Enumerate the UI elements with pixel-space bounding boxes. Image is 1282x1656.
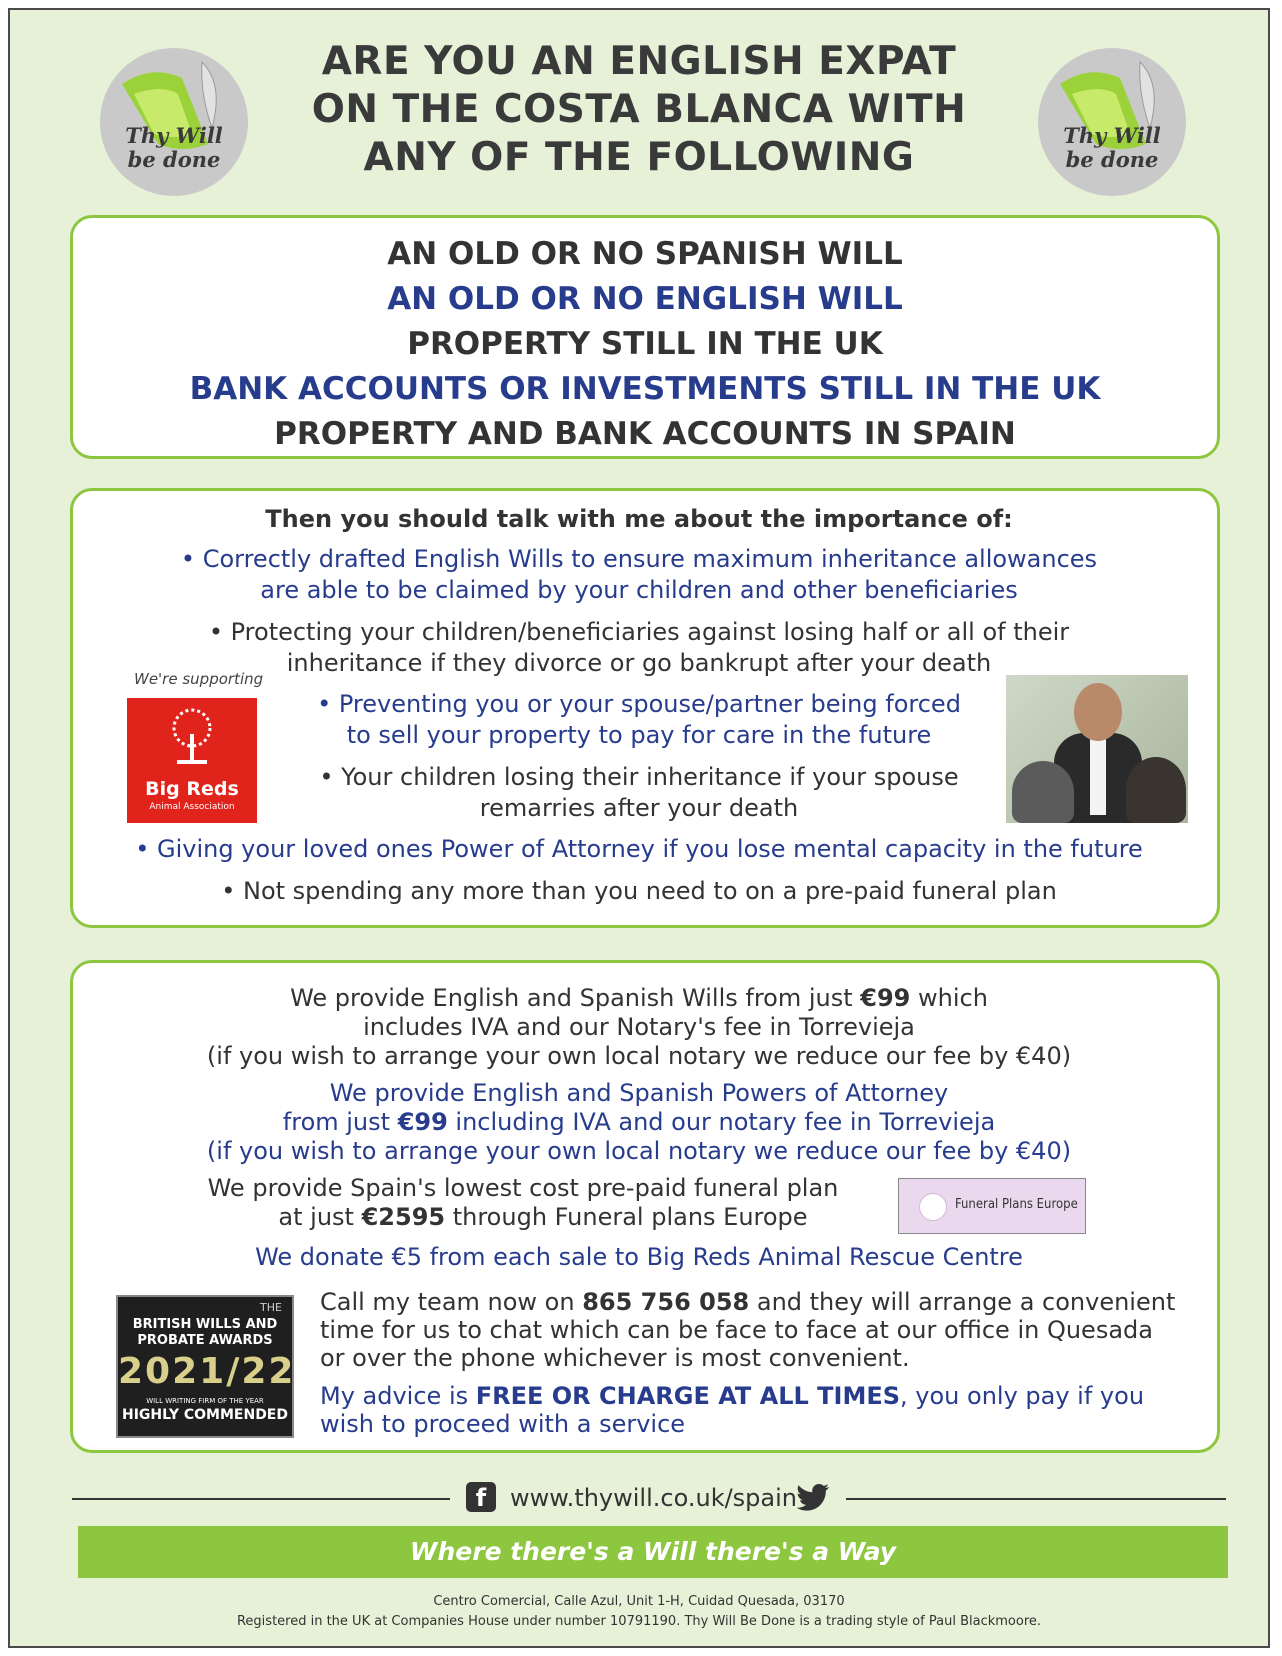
poa-offer-text: from just bbox=[282, 1108, 398, 1136]
poa-offer-text: including IVA and our notary fee in Torrevieja bbox=[447, 1108, 996, 1136]
advice-text: , you only pay if you bbox=[900, 1382, 1145, 1410]
importance-intro: Then you should talk with me about the importance of: bbox=[265, 505, 1013, 533]
wills-offer-cont: includes IVA and our Notary's fee in Torrevieja bbox=[363, 1013, 915, 1041]
advice-text: My advice is bbox=[320, 1382, 476, 1410]
funeral-price: €2595 bbox=[361, 1203, 446, 1231]
logo-text-line-1: Thy Will bbox=[125, 123, 223, 148]
supporting-label: We're supporting bbox=[134, 670, 264, 688]
situation-line: PROPERTY STILL IN THE UK bbox=[407, 326, 883, 362]
website-link[interactable]: www.thywill.co.uk/spain bbox=[510, 1484, 798, 1512]
big-reds-logo bbox=[127, 698, 257, 823]
bullet-wills-cont: are able to be claimed by your children and other beneficiaries bbox=[260, 576, 1018, 604]
call-line-3: or over the phone whichever is most convenient. bbox=[320, 1344, 910, 1372]
award-year: 2021/22 bbox=[118, 1351, 296, 1392]
wills-offer-note: (if you wish to arrange your own local notary we reduce our fee by €40) bbox=[206, 1042, 1072, 1070]
award-category: WILL WRITING FIRM OF THE YEAR bbox=[146, 1397, 264, 1405]
headline-line: ARE YOU AN ENGLISH EXPAT bbox=[321, 39, 957, 84]
footer-divider-right bbox=[846, 1498, 1226, 1500]
award-status: HIGHLY COMMENDED bbox=[121, 1407, 288, 1423]
wills-offer-text: We provide English and Spanish Wills from just bbox=[290, 984, 861, 1012]
donation-text: We donate €5 from each sale to Big Reds Animal Rescue Centre bbox=[255, 1243, 1023, 1271]
bullet-protecting-cont: inheritance if they divorce or go bankrupt after your death bbox=[286, 649, 992, 677]
footer-divider-left bbox=[72, 1498, 450, 1500]
funeral-plans-europe-logo bbox=[898, 1178, 1086, 1234]
tree-icon bbox=[165, 708, 219, 770]
dog-image bbox=[1012, 761, 1074, 823]
advice-free: FREE OR CHARGE AT ALL TIMES bbox=[475, 1382, 901, 1410]
bullet-preventing: • Preventing you or your spouse/partner being forced bbox=[317, 690, 961, 718]
funeral-offer: We provide Spain's lowest cost pre-paid funeral plan bbox=[207, 1174, 839, 1202]
phone-number: 865 756 058 bbox=[582, 1288, 750, 1316]
dandelion-icon bbox=[919, 1193, 947, 1221]
advice-line-2: wish to proceed with a service bbox=[320, 1410, 686, 1438]
poa-offer: We provide English and Spanish Powers of Attorney bbox=[329, 1079, 949, 1107]
call-line bbox=[320, 1288, 1175, 1316]
logo-text-line-2: be done bbox=[1065, 147, 1159, 172]
award-title-line-1: BRITISH WILLS AND bbox=[132, 1317, 278, 1332]
situation-line: AN OLD OR NO ENGLISH WILL bbox=[387, 281, 903, 317]
award-title bbox=[118, 1317, 292, 1349]
situations-box bbox=[70, 215, 1220, 459]
twitter-icon[interactable] bbox=[796, 1484, 830, 1519]
wills-price: €99 bbox=[860, 984, 911, 1012]
big-reds-name: Big Reds bbox=[145, 778, 239, 800]
bullet-remarries-cont: remarries after your death bbox=[479, 794, 799, 822]
poa-offer-note: (if you wish to arrange your own local notary we reduce our fee by €40) bbox=[206, 1137, 1072, 1165]
facebook-icon[interactable]: f bbox=[466, 1482, 496, 1512]
headline-line: ON THE COSTA BLANCA WITH bbox=[311, 87, 967, 132]
bullet-wills: • Correctly drafted English Wills to ensure maximum inheritance allowances bbox=[180, 545, 1098, 573]
award-title-line-2: PROBATE AWARDS bbox=[137, 1333, 273, 1348]
poa-price: €99 bbox=[397, 1108, 448, 1136]
headline bbox=[10, 38, 1268, 182]
wills-offer bbox=[10, 983, 1268, 1014]
advice-line bbox=[320, 1382, 1144, 1410]
poa-offer-cont bbox=[10, 1107, 1268, 1138]
advert-page bbox=[8, 8, 1270, 1648]
advisor-photo bbox=[1006, 675, 1188, 823]
logo-text-line-2: be done bbox=[127, 147, 221, 172]
award-badge bbox=[116, 1295, 294, 1438]
headline-line: ANY OF THE FOLLOWING bbox=[363, 135, 915, 180]
call-text: Call my team now on bbox=[320, 1288, 583, 1316]
dog-image bbox=[1126, 757, 1186, 823]
logo-text-line-1: Thy Will bbox=[1063, 123, 1161, 148]
situation-line: PROPERTY AND BANK ACCOUNTS IN SPAIN bbox=[274, 416, 1016, 452]
wills-offer-text: which bbox=[910, 984, 988, 1012]
call-line-2: time for us to chat which can be face to face at our office in Quesada bbox=[320, 1316, 1153, 1344]
funeral-offer-text: through Funeral plans Europe bbox=[445, 1203, 808, 1231]
bullet-remarries: • Your children losing their inheritance if your spouse bbox=[319, 763, 959, 791]
bullet-power-of-attorney: • Giving your loved ones Power of Attorney if you lose mental capacity in the future bbox=[135, 835, 1143, 863]
bullet-protecting: • Protecting your children/beneficiaries against losing half or all of their bbox=[208, 618, 1070, 646]
registration-text: Registered in the UK at Companies House under number 10791190. Thy Will Be Done is a trading style of Paul Blackmoore. bbox=[236, 1614, 1042, 1629]
address-text: Centro Comercial, Calle Azul, Unit 1-H, Cuidad Quesada, 03170 bbox=[433, 1594, 845, 1609]
award-the: THE bbox=[260, 1301, 282, 1314]
big-reds-sub: Animal Association bbox=[149, 802, 235, 812]
funeral-logo-text: Funeral Plans Europe bbox=[955, 1197, 1078, 1212]
tagline-banner: Where there's a Will there's a Way bbox=[78, 1526, 1228, 1578]
call-text: and they will arrange a convenient bbox=[749, 1288, 1176, 1316]
funeral-offer-text: at just bbox=[278, 1203, 362, 1231]
situation-line: BANK ACCOUNTS OR INVESTMENTS STILL IN THE UK bbox=[189, 371, 1101, 407]
bullet-preventing-cont: to sell your property to pay for care in the future bbox=[346, 721, 932, 749]
situation-line: AN OLD OR NO SPANISH WILL bbox=[387, 236, 903, 272]
bullet-funeral-plan: • Not spending any more than you need to on a pre-paid funeral plan bbox=[221, 877, 1057, 905]
